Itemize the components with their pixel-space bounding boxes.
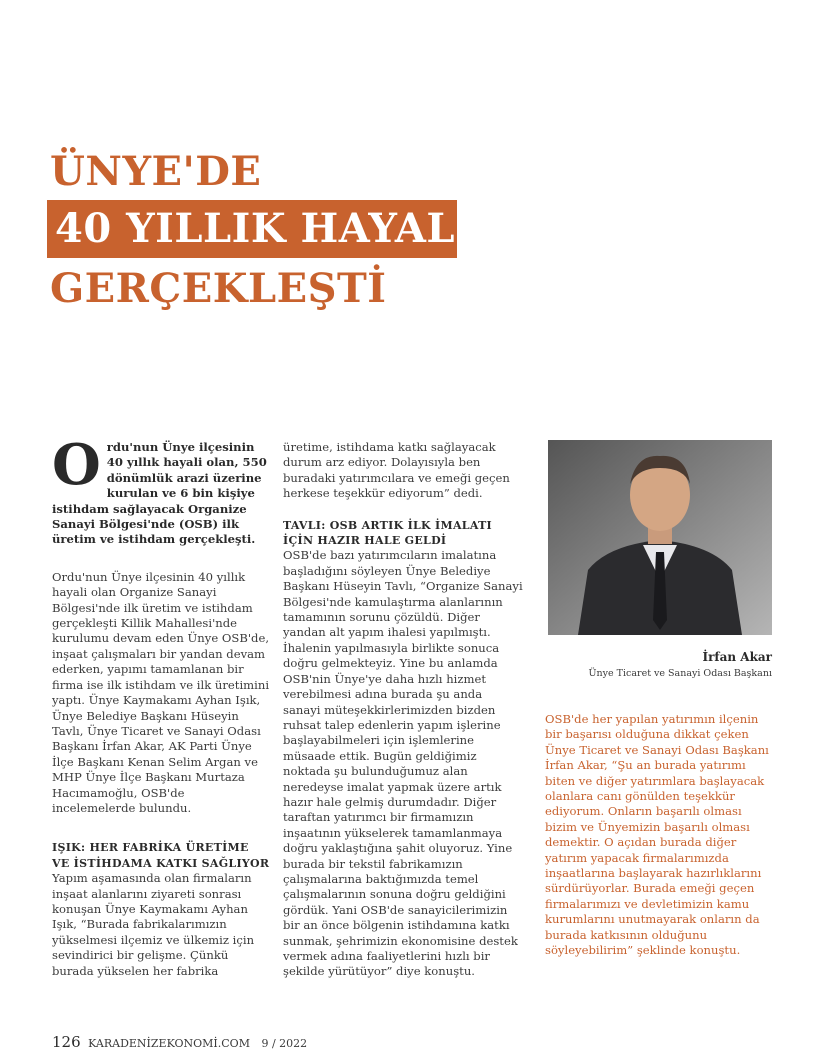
page-footer xyxy=(52,1033,307,1051)
dropcap: O xyxy=(52,432,101,498)
headline-line3: GERÇEKLEŞTİ xyxy=(50,265,387,312)
article-column-1 xyxy=(52,432,270,979)
headline-line2: 40 YILLIK HAYAL xyxy=(55,205,455,252)
portrait-photo xyxy=(548,440,772,635)
lead-paragraph xyxy=(52,432,270,548)
body-paragraph: üretime, istihdama katkı sağlayacak durum arz ediyor. Dolayısıyla ben buradaki yatırımcılara ve emeği geçen herkese teşekkür ediyorum” dedi. xyxy=(283,440,510,501)
body-paragraph: Yapım aşamasında olan firmaların inşaat alanlarını ziyareti sonrası konuşan Ünye Kaymakamı Ayhan Işık, “Burada fabrikalarımızın yükselmesi ilçemiz ve ülkemiz için sevindirici bir gelişme. Çünkü burada yükselen her fabrika xyxy=(52,871,255,978)
subheading: TAVLI: OSB ARTIK İLK İMALATI İÇİN HAZIR HALE GELDİ xyxy=(283,518,493,548)
subheading: IŞIK: HER FABRİKA ÜRETİME VE İSTİHDAMA KATKI SAĞLIYOR xyxy=(52,841,270,870)
photo-caption-name: İrfan Akar xyxy=(702,650,772,664)
portrait-illustration xyxy=(548,440,772,635)
body-paragraph: OSB'de bazı yatırımcıların imalatına başladığını söyleyen Ünye Belediye Başkanı Hüseyin Tavlı, “Organize Sanayi Bölgesi'nde kamulaştırma alanlarının tamamının sorunu çözüldü. Diğer yandan alt yapım ihalesi yapılmıştı. İhalenin yapılmasıyla birlikte sonuca doğru gelmekteyiz. Yine bu anlamda OSB'nin Ünye'ye daha hızlı hizmet verebilmesi adına burada şu anda sanayi müteşekkirlerimizden bizden ruhsat talep edenlerin yapım işlerine başlayabilmeleri için işlemlerine müsaade ettik. Bugün geldiğimiz noktada şu bulunduğumuz alan neredeyse imalat yapmak üzere artık hazır hale gelmiş durumdadır. Diğer taraftan yatırımcı bir firmamızın inşaatının yükselerek tamamlanmaya doğru yaklaştığına şahit oluyoruz. Yine burada bir tekstil fabrikamızın çalışmalarına baktığımızda temel çalışmalarının sonuna doğru geldiğini gördük. Yani OSB'de sanayicilerimizin bir an önce bölgenin istihdamına katkı sunmak, şehrimizin ekonomisine destek vermek adına faaliyetlerini hızlı bir şekilde yürütüyor” diye konuştu. xyxy=(283,548,523,979)
site-name: KARADENİZEKONOMİ.COM xyxy=(88,1037,250,1050)
issue-label: 9 / 2022 xyxy=(261,1037,308,1050)
article-column-3 xyxy=(545,712,773,959)
photo-caption-title: Ünye Ticaret ve Sanayi Odası Başkanı xyxy=(588,668,772,679)
lead-text: rdu'nun Ünye ilçesinin 40 yıllık hayali olan, 550 dönümlük arazi üzerine kurulan ve 6 bin kişiye istihdam sağlayacak Organize Sanayi Bölgesi'nde (OSB) ilk üretim ve istihdam gerçekleşti. xyxy=(52,440,267,547)
headline-line1: ÜNYE'DE xyxy=(50,148,262,195)
page-number: 126 xyxy=(52,1033,81,1051)
article-column-2 xyxy=(283,440,523,980)
quote-paragraph: OSB'de her yapılan yatırımın ilçenin bir başarısı olduğuna dikkat çeken Ünye Ticaret ve Sanayi Odası Başkanı İrfan Akar, “Şu an burada yatırımı biten ve diğer yatırımlara başlayacak olanlara canı gönülden teşekkür ediyorum. Onların başarılı olması bizim ve Ünyemizin başarılı olması demektir. O açıdan burada diğer yatırım yapacak firmalarımızda inşaatlarına başlayarak hazırlıklarını sürdürüyorlar. Burada emeği geçen firmalarımızı ve devletimizin kamu kurumlarını unutmayarak onların da burada katkısının olduğunu söyleyebilirim” şeklinde konuştu. xyxy=(545,712,769,958)
body-paragraph: Ordu'nun Ünye ilçesinin 40 yıllık hayali olan Organize Sanayi Bölgesi'nde ilk üretim ve istihdam gerçekleşti Killik Mahallesi'nde kurulumu devam eden Ünye OSB'de, inşaat çalışmaları bir yandan devam ederken, yapımı tamamlanan bir firma ise ilk istihdam ve ilk üretimini yaptı. Ünye Kaymakamı Ayhan Işık, Ünye Belediye Başkanı Hüseyin Tavlı, Ünye Ticaret ve Sanayi Odası Başkanı İrfan Akar, AK Parti Ünye İlçe Başkanı Kenan Selim Argan ve MHP Ünye İlçe Başkanı Murtaza Hacımamoğlu, OSB'de incelemelerde bulundu. xyxy=(52,569,270,815)
